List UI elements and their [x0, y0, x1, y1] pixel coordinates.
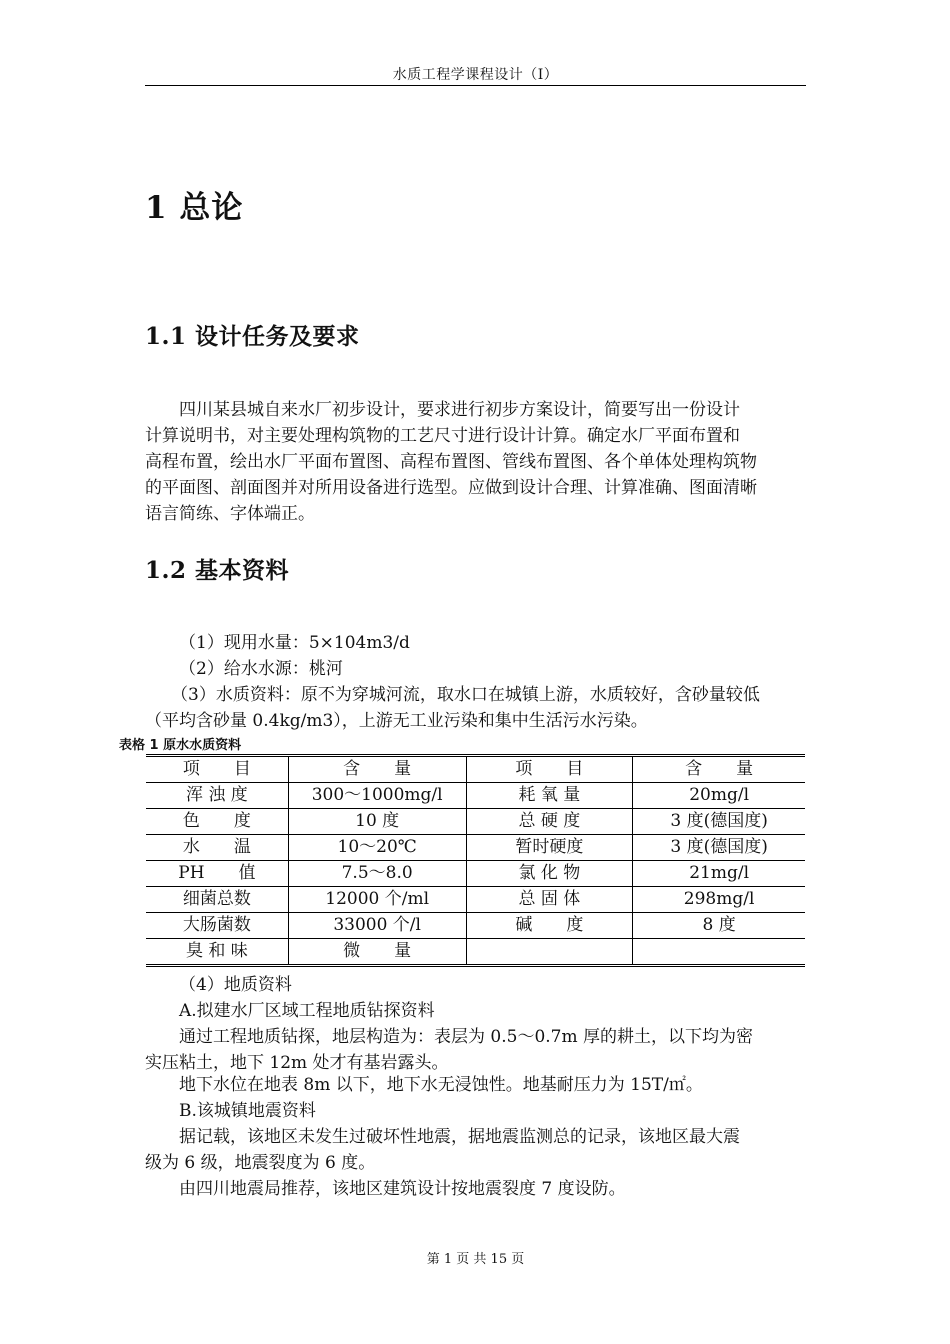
table-cell: 浑 浊 度: [146, 783, 288, 809]
paragraph-line: 计算说明书，对主要处理构筑物的工艺尺寸进行设计计算。确定水厂平面布置和: [145, 426, 740, 446]
item-water-quality: （3）水质资料：原不为穿城河流，取水口在城镇上游，水质较好，含砂量较低: [171, 685, 760, 705]
table-cell: 20mg/l: [633, 783, 805, 809]
table-cell: 3 度(德国度): [633, 809, 805, 835]
section-title-1-2: 1.2 基本资料: [145, 557, 290, 584]
table-row: [146, 809, 805, 835]
paragraph-line: 的平面图、剖面图并对所用设备进行选型。应做到设计合理、计算准确、图面清晰: [145, 478, 757, 498]
chapter-title: 1 总论: [145, 190, 244, 226]
table-cell: 碱 度: [466, 913, 633, 939]
geology-a-line: 通过工程地质钻探，地层构造为：表层为 0.5～0.7m 厚的耕土，以下均为密: [179, 1027, 753, 1047]
table-cell: 水 温: [146, 835, 288, 861]
geology-a-line: 地下水位在地表 8m 以下，地下水无浸蚀性。地基耐压力为 15T/㎡。: [179, 1075, 703, 1095]
table-cell: 8 度: [633, 913, 805, 939]
raw-water-quality-table: [146, 754, 805, 967]
table-row: [146, 835, 805, 861]
geology-b-line: 级为 6 级，地震裂度为 6 度。: [145, 1153, 376, 1173]
paragraph-line: 四川某县城自来水厂初步设计，要求进行初步方案设计，简要写出一份设计: [179, 400, 740, 420]
table-cell: 12000 个/ml: [288, 887, 466, 913]
table-cell: 氯 化 物: [466, 861, 633, 887]
geology-a-line: 实压粘土，地下 12m 处才有基岩露头。: [145, 1053, 449, 1073]
header-cell: 项 目: [146, 756, 288, 783]
table-cell: 3 度(德国度): [633, 835, 805, 861]
paragraph-line: 高程布置，绘出水厂平面布置图、高程布置图、管线布置图、各个单体处理构筑物: [145, 452, 757, 472]
geology-sub-a: A.拟建水厂区域工程地质钻探资料: [179, 1001, 435, 1021]
geology-b-line: 据记载，该地区未发生过破坏性地震，据地震监测总的记录，该地区最大震: [179, 1127, 740, 1147]
table-cell: 33000 个/l: [288, 913, 466, 939]
table-cell: 总 固 体: [466, 887, 633, 913]
table-row: [146, 913, 805, 939]
table-cell: [466, 939, 633, 966]
table-cell: 21mg/l: [633, 861, 805, 887]
section-title-1-1: 1.1 设计任务及要求: [145, 323, 360, 350]
geology-b-line: 由四川地震局推荐，该地区建筑设计按地震裂度 7 度设防。: [179, 1179, 626, 1199]
header-rule: [145, 85, 806, 86]
header-cell: 项 目: [466, 756, 633, 783]
geology-title: （4）地质资料: [179, 975, 292, 995]
table-cell: 大肠菌数: [146, 913, 288, 939]
item-water-source: （2）给水水源：桃河: [179, 659, 343, 679]
header-cell: 含 量: [633, 756, 805, 783]
geology-sub-b: B.该城镇地震资料: [179, 1101, 316, 1121]
table-cell: 耗 氧 量: [466, 783, 633, 809]
paragraph-line: 语言简练、字体端正。: [145, 504, 315, 524]
table-cell: 10 度: [288, 809, 466, 835]
table-row: [146, 887, 805, 913]
table-cell: 7.5～8.0: [288, 861, 466, 887]
table-row: [146, 783, 805, 809]
table-cell: 300～1000mg/l: [288, 783, 466, 809]
running-header: 水质工程学课程设计（I）: [392, 67, 559, 83]
table-cell: 暂时硬度: [466, 835, 633, 861]
table-cell: [633, 939, 805, 966]
item-water-quality-cont: （平均含砂量 0.4kg/m3），上游无工业污染和集中生活污水污染。: [145, 711, 648, 731]
table-row: [146, 939, 805, 966]
table-cell: 细菌总数: [146, 887, 288, 913]
table-cell: 298mg/l: [633, 887, 805, 913]
table-cell: PH 值: [146, 861, 288, 887]
table-caption: 表格 1 原水水质资料: [119, 738, 242, 753]
table-cell: 微 量: [288, 939, 466, 966]
table-cell: 色 度: [146, 809, 288, 835]
table-cell: 总 硬 度: [466, 809, 633, 835]
table-cell: 臭 和 味: [146, 939, 288, 966]
table-header-row: [146, 756, 805, 783]
table-row: [146, 861, 805, 887]
page-footer: 第 1 页 共 15 页: [426, 1252, 525, 1267]
item-water-demand: （1）现用水量：5×104m3/d: [179, 633, 410, 653]
header-cell: 含 量: [288, 756, 466, 783]
table-cell: 10～20℃: [288, 835, 466, 861]
